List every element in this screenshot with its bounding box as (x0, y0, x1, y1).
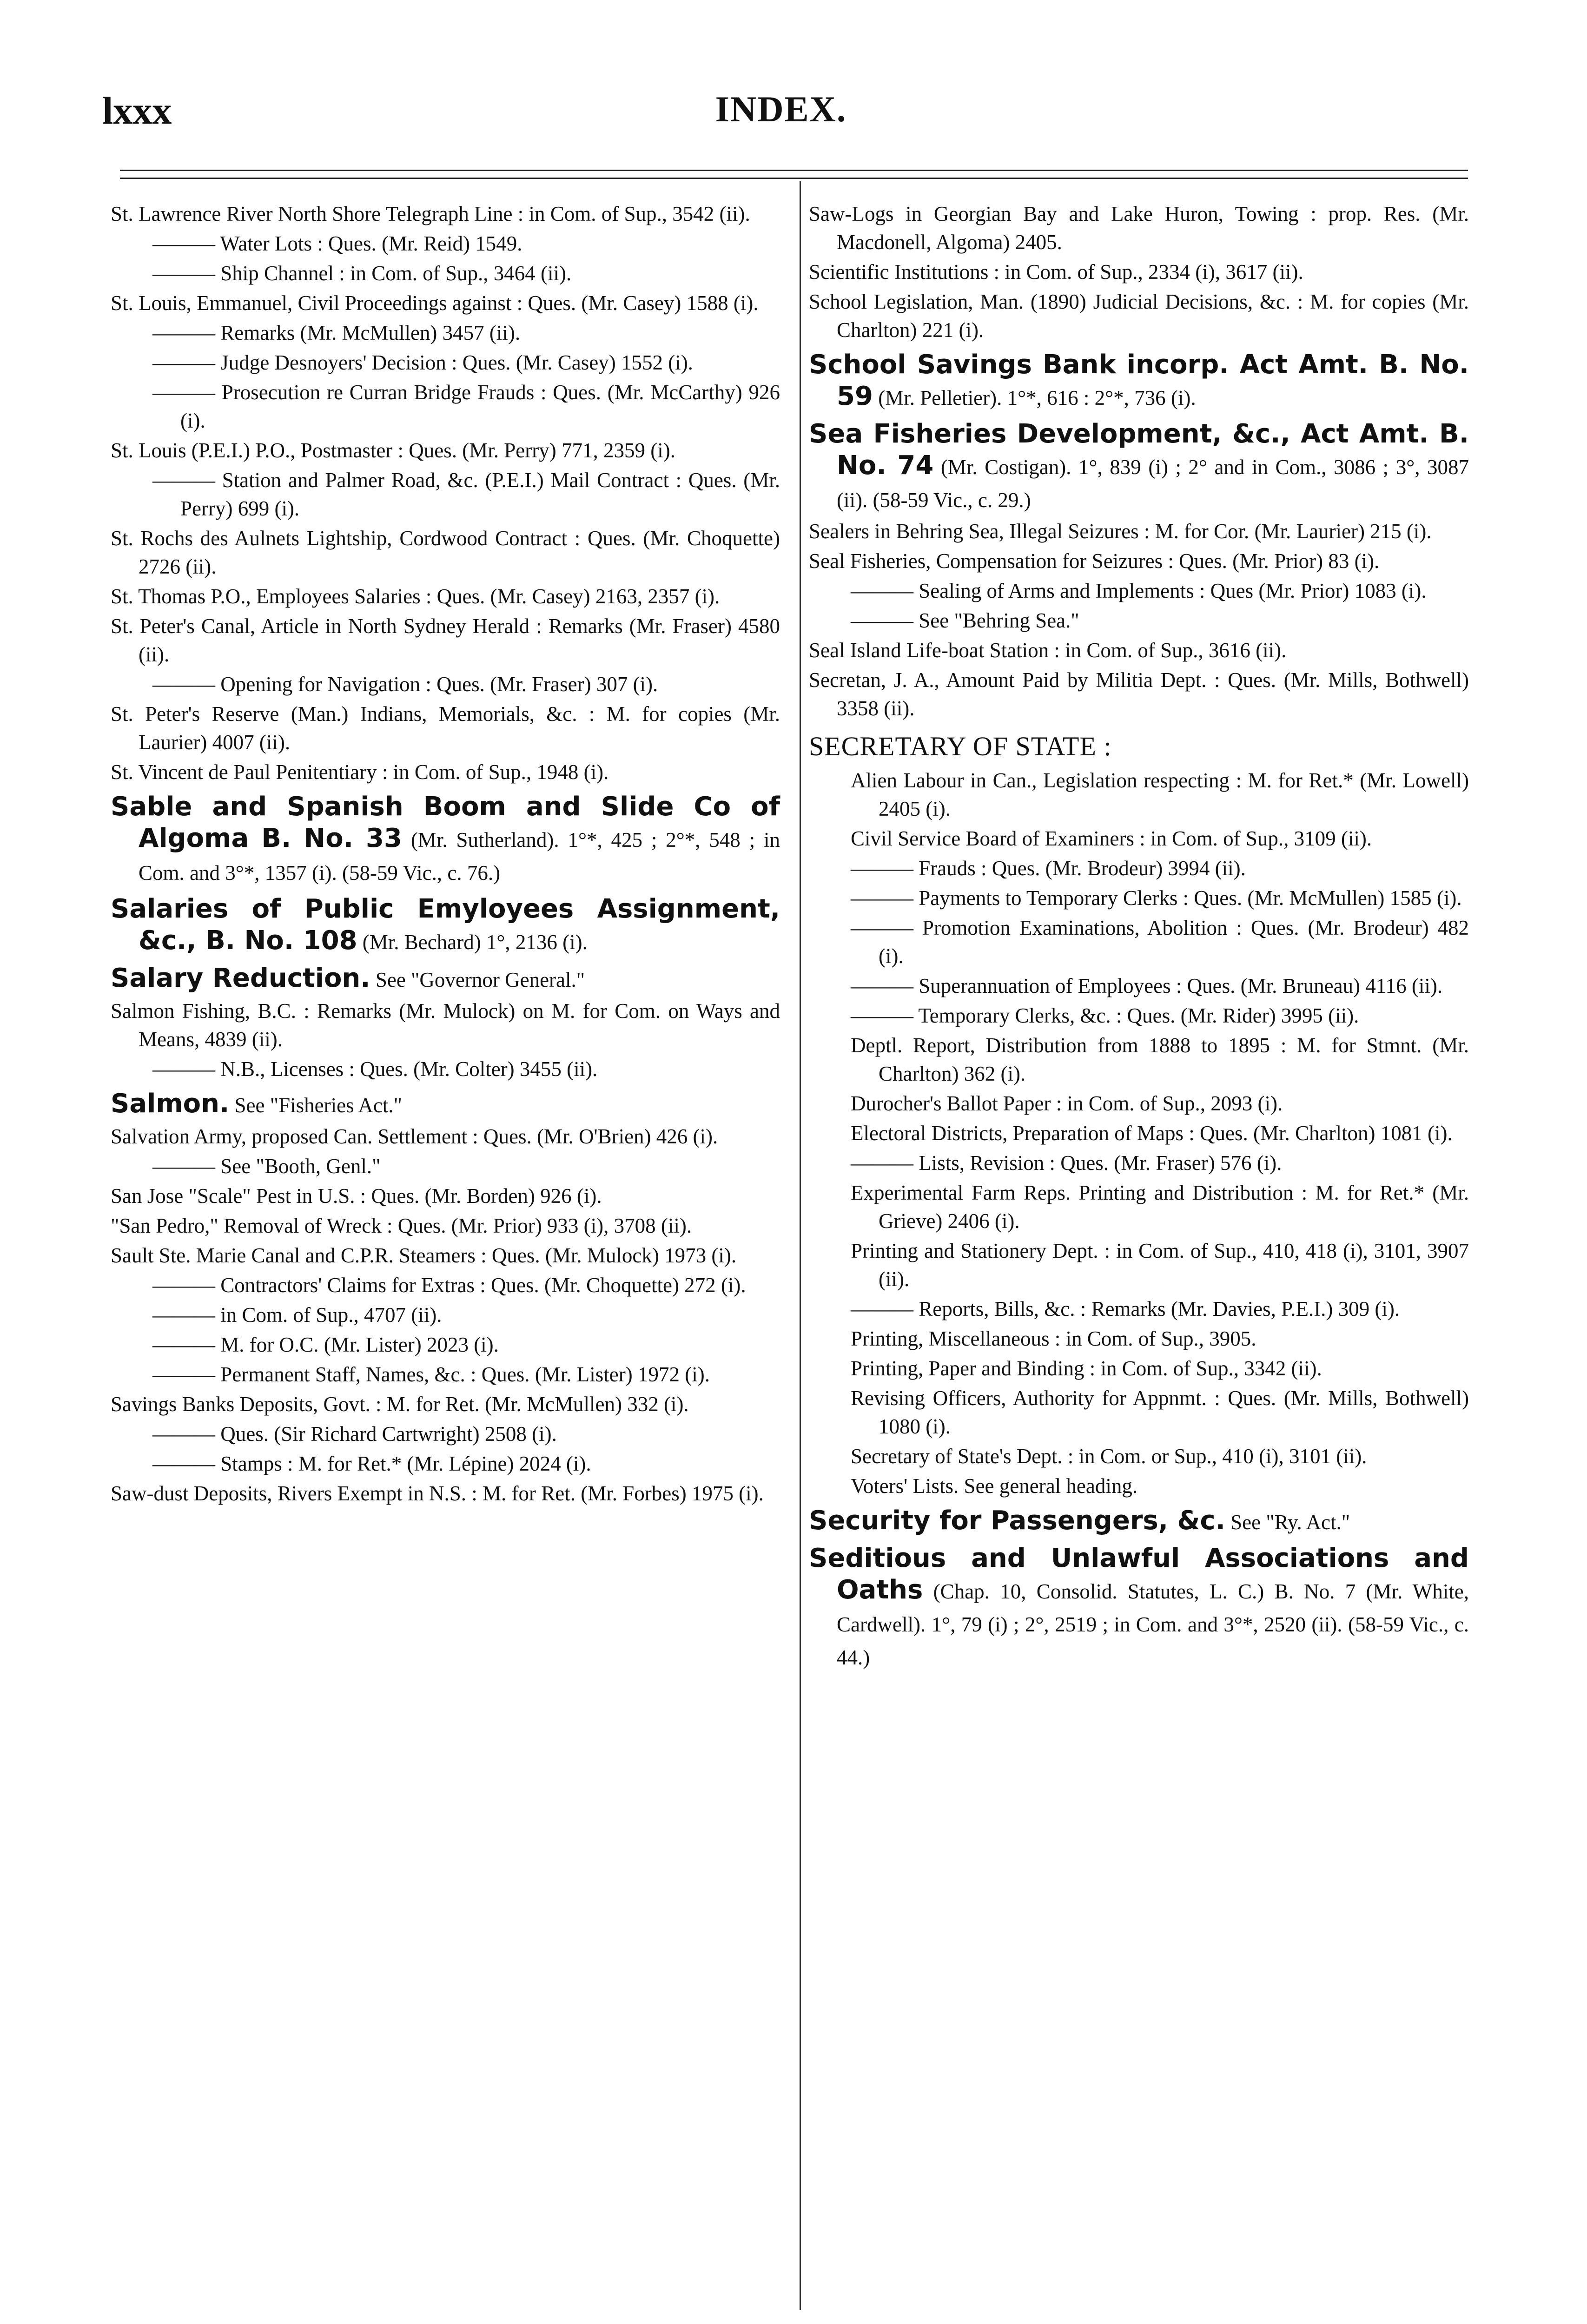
index-entry-major (111, 1088, 780, 1121)
index-entry: Salvation Army, proposed Can. Settlement : Ques. (Mr. O'Brien) 426 (i). (111, 1125, 718, 1148)
index-entry: St. Peter's Canal, Article in North Sydney Herald : Remarks (Mr. Fraser) 4580 (ii). (111, 614, 780, 666)
index-entry-major (809, 1543, 1469, 1673)
index-subentry: Experimental Farm Reps. Printing and Distribution : M. for Ret.* (Mr. Grieve) 2406 (i). (851, 1181, 1469, 1233)
index-subentry: Voters' Lists. See general heading. (851, 1474, 1138, 1498)
index-subentry: ——— Frauds : Ques. (Mr. Brodeur) 3994 (ii). (851, 857, 1246, 880)
index-subentry: ——— Promotion Examinations, Abolition : Ques. (Mr. Brodeur) 482 (i). (851, 916, 1469, 968)
index-entry-reference: See "Ry. Act." (1225, 1511, 1350, 1534)
index-entry-reference: See "Governor General." (370, 968, 585, 991)
index-entry: Saw-dust Deposits, Rivers Exempt in N.S. : M. for Ret. (Mr. Forbes) 1975 (i). (111, 1482, 764, 1505)
index-entry-heading: Salary Reduction. (111, 963, 370, 993)
index-column-right (809, 200, 1469, 1675)
index-subentry: ——— See "Behring Sea." (851, 609, 1079, 632)
index-entry: School Legislation, Man. (1890) Judicial Decisions, &c. : M. for copies (Mr. Charlton) 221 (i). (809, 290, 1469, 342)
index-subentry: ——— Judge Desnoyers' Decision : Ques. (Mr. Casey) 1552 (i). (152, 351, 693, 374)
index-subentry: ——— See "Booth, Genl." (152, 1155, 381, 1178)
index-entry-heading: Seditious and Unlawful Associations and Oaths (809, 1543, 1469, 1605)
index-entry: Savings Banks Deposits, Govt. : M. for Ret. (Mr. McMullen) 332 (i). (111, 1393, 689, 1416)
index-entry: "San Pedro," Removal of Wreck : Ques. (Mr. Prior) 933 (i), 3708 (ii). (111, 1214, 692, 1237)
index-entry-heading: Sea Fisheries Development, &c., Act Amt. B. No. 74 (809, 419, 1469, 481)
index-subentry: ——— M. for O.C. (Mr. Lister) 2023 (i). (152, 1333, 499, 1356)
index-subentry: Printing, Paper and Binding : in Com. of Sup., 3342 (ii). (851, 1357, 1322, 1380)
index-subentry: ——— Permanent Staff, Names, &c. : Ques. (Mr. Lister) 1972 (i). (152, 1363, 710, 1386)
index-entry-reference: (Mr. Sutherland). 1°*, 425 ; 2°*, 548 ; in Com. and 3°*, 1357 (i). (58-59 Vic., c. 76.) (139, 828, 780, 885)
index-subentry: ——— Lists, Revision : Ques. (Mr. Fraser) 576 (i). (851, 1151, 1282, 1175)
index-entry-major (111, 963, 780, 996)
index-entry-heading: Salmon. (111, 1089, 230, 1119)
index-entry-major (111, 893, 780, 958)
index-subentry: Civil Service Board of Examiners : in Com. of Sup., 3109 (ii). (851, 827, 1372, 850)
index-entry-major (809, 1505, 1469, 1538)
index-entry: St. Louis, Emmanuel, Civil Proceedings against : Ques. (Mr. Casey) 1588 (i). (111, 291, 759, 315)
index-entry: St. Rochs des Aulnets Lightship, Cordwood Contract : Ques. (Mr. Choquette) 2726 (ii). (111, 527, 780, 578)
index-subentry: ——— Prosecution re Curran Bridge Frauds : Ques. (Mr. McCarthy) 926 (i). (152, 381, 780, 432)
index-subentry: Deptl. Report, Distribution from 1888 to 1895 : M. for Stmnt. (Mr. Charlton) 362 (i). (851, 1034, 1469, 1085)
index-entry: Scientific Institutions : in Com. of Sup., 2334 (i), 3617 (ii). (809, 260, 1303, 284)
index-entry: Secretan, J. A., Amount Paid by Militia Dept. : Ques. (Mr. Mills, Bothwell) 3358 (ii). (809, 668, 1469, 720)
index-entry: St. Thomas P.O., Employees Salaries : Ques. (Mr. Casey) 2163, 2357 (i). (111, 585, 720, 608)
index-subentry: ——— Payments to Temporary Clerks : Ques. (Mr. McMullen) 1585 (i). (851, 886, 1462, 910)
index-subentry: ——— Opening for Navigation : Ques. (Mr. Fraser) 307 (i). (152, 673, 658, 696)
index-subentry: Durocher's Ballot Paper : in Com. of Sup., 2093 (i). (851, 1092, 1283, 1115)
index-subentry: ——— Station and Palmer Road, &c. (P.E.I.) Mail Contract : Ques. (Mr. Perry) 699 (i). (152, 469, 780, 520)
index-entry-reference: (Mr. Bechard) 1°, 2136 (i). (357, 931, 588, 954)
index-entry-heading: Sable and Spanish Boom and Slide Co of Algoma B. No. 33 (111, 792, 780, 853)
index-subentry: ——— Ship Channel : in Com. of Sup., 3464 (ii). (152, 262, 572, 285)
index-entry-major (809, 418, 1469, 516)
header-rule-bottom (120, 178, 1468, 179)
index-column-left (111, 200, 780, 1509)
header-rule-top (120, 170, 1468, 171)
index-subentry: ——— in Com. of Sup., 4707 (ii). (152, 1303, 442, 1327)
page-title: INDEX. (715, 89, 847, 129)
index-entry: Seal Island Life-boat Station : in Com. of Sup., 3616 (ii). (809, 639, 1287, 662)
column-divider (800, 181, 801, 2310)
index-entry: St. Peter's Reserve (Man.) Indians, Memorials, &c. : M. for copies (Mr. Laurier) 4007 (ii). (111, 702, 780, 754)
index-subentry: Printing, Miscellaneous : in Com. of Sup., 3905. (851, 1327, 1256, 1350)
index-section-heading: SECRETARY OF STATE : (809, 731, 1112, 761)
index-entry-heading: Salaries of Public Emyloyees Assignment, &c., B. No. 108 (111, 894, 780, 956)
index-entry: Saw-Logs in Georgian Bay and Lake Huron, Towing : prop. Res. (Mr. Macdonell, Algoma) 2405. (809, 202, 1469, 254)
index-subentry: ——— Contractors' Claims for Extras : Ques. (Mr. Choquette) 272 (i). (152, 1274, 746, 1297)
index-entry: St. Louis (P.E.I.) P.O., Postmaster : Ques. (Mr. Perry) 771, 2359 (i). (111, 439, 675, 462)
index-entry-major (111, 791, 780, 889)
index-subentry: ——— Remarks (Mr. McMullen) 3457 (ii). (152, 321, 521, 344)
index-subentry: ——— Temporary Clerks, &c. : Ques. (Mr. Rider) 3995 (ii). (851, 1004, 1359, 1027)
index-entry: San Jose "Scale" Pest in U.S. : Ques. (Mr. Borden) 926 (i). (111, 1184, 602, 1208)
index-entry: Salmon Fishing, B.C. : Remarks (Mr. Mulock) on M. for Com. on Ways and Means, 4839 (ii). (111, 999, 780, 1051)
index-entry: Seal Fisheries, Compensation for Seizures : Ques. (Mr. Prior) 83 (i). (809, 549, 1380, 573)
index-subentry: ——— Water Lots : Ques. (Mr. Reid) 1549. (152, 232, 522, 255)
index-subentry: ——— N.B., Licenses : Ques. (Mr. Colter) 3455 (ii). (152, 1057, 598, 1081)
index-subentry: Revising Officers, Authority for Appnmt. : Ques. (Mr. Mills, Bothwell) 1080 (i). (851, 1386, 1469, 1438)
page-header (93, 88, 1469, 139)
index-subentry: ——— Sealing of Arms and Implements : Ques (Mr. Prior) 1083 (i). (851, 579, 1427, 602)
index-entry-heading: Security for Passengers, &c. (809, 1505, 1225, 1536)
index-entry: Sealers in Behring Sea, Illegal Seizures : M. for Cor. (Mr. Laurier) 215 (i). (809, 520, 1432, 543)
index-entry: St. Vincent de Paul Penitentiary : in Com. of Sup., 1948 (i). (111, 760, 609, 784)
page-number: lxxx (102, 89, 172, 132)
index-entry-reference: (Chap. 10, Consolid. Statutes, L. C.) B. No. 7 (Mr. White, Cardwell). 1°, 79 (i) ; 2°, 2519 ; in Com. and 3°*, 2520 (ii). (58-59 Vic., c. 44.) (837, 1580, 1469, 1669)
index-entry-major (809, 349, 1469, 414)
index-entry: St. Lawrence River North Shore Telegraph Line : in Com. of Sup., 3542 (ii). (111, 202, 750, 225)
index-subentry: Alien Labour in Can., Legislation respecting : M. for Ret.* (Mr. Lowell) 2405 (i). (851, 769, 1469, 820)
index-subentry: Printing and Stationery Dept. : in Com. of Sup., 410, 418 (i), 3101, 3907 (ii). (851, 1239, 1469, 1291)
index-subentry: ——— Reports, Bills, &c. : Remarks (Mr. Davies, P.E.I.) 309 (i). (851, 1297, 1400, 1320)
index-entry-reference: (Mr. Pelletier). 1°*, 616 : 2°*, 736 (i). (873, 386, 1196, 409)
index-subentry: ——— Superannuation of Employees : Ques. (Mr. Bruneau) 4116 (ii). (851, 974, 1443, 997)
index-entry-heading: School Savings Bank incorp. Act Amt. B. No. 59 (809, 350, 1469, 411)
index-entry: Sault Ste. Marie Canal and C.P.R. Steamers : Ques. (Mr. Mulock) 1973 (i). (111, 1244, 737, 1267)
index-subentry: Secretary of State's Dept. : in Com. or Sup., 410 (i), 3101 (ii). (851, 1445, 1367, 1468)
index-entry-reference: See "Fisheries Act." (229, 1094, 402, 1117)
index-entry-reference: (Mr. Costigan). 1°, 839 (i) ; 2° and in Com., 3086 ; 3°, 3087 (ii). (58-59 Vic., c. 29.) (837, 456, 1469, 512)
index-subentry: Electoral Districts, Preparation of Maps : Ques. (Mr. Charlton) 1081 (i). (851, 1122, 1453, 1145)
index-subentry: ——— Stamps : M. for Ret.* (Mr. Lépine) 2024 (i). (152, 1452, 591, 1475)
index-subentry: ——— Ques. (Sir Richard Cartwright) 2508 (i). (152, 1422, 557, 1446)
